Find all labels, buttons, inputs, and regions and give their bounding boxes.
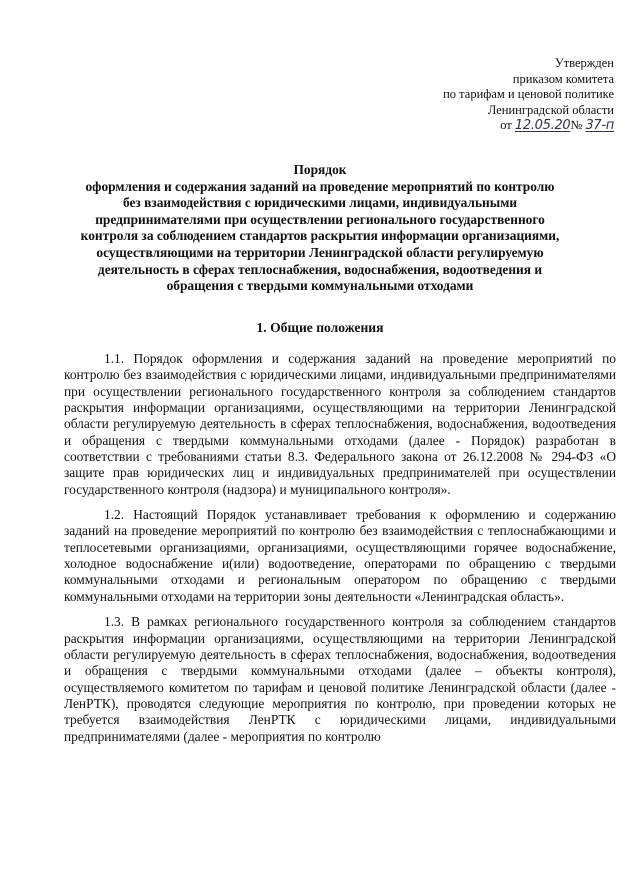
title-line: оформления и содержания заданий на проведение мероприятий по контролю bbox=[85, 178, 555, 194]
approval-line: Утвержден bbox=[554, 56, 614, 70]
title-heading: Порядок bbox=[293, 162, 347, 177]
approval-line: по тарифам и ценовой политике bbox=[443, 87, 614, 101]
title-line: контроля за соблюдением стандартов раскрытия информации организациями, bbox=[80, 228, 560, 244]
paragraph-1-2: 1.2. Настоящий Порядок устанавливает требования к оформлению и содержанию заданий на проведение мероприятий по контролю без взаимодействия с теплоснабжающими и теплосетевыми организациями, организациями, осуществляющими горячее водоснабжение, холодное водоснабжение и(или) водоотведение, операторами по обращению с твердыми коммунальными отходами и региональным оператором по обращению с твердыми коммунальными отходами на территории зоны деятельности «Ленинградская область». bbox=[64, 507, 616, 604]
approval-date-line bbox=[354, 118, 614, 134]
approval-line: приказом комитета bbox=[512, 71, 614, 86]
title-line: предпринимателями при осуществлении регионального государственного bbox=[95, 211, 545, 227]
approval-line: Ленинградской области bbox=[487, 102, 614, 117]
section-body bbox=[64, 351, 616, 754]
date-prefix: от bbox=[500, 118, 512, 132]
title-line: без взаимодействия с юридическими лицами, индивидуальными bbox=[122, 195, 518, 211]
paragraph-1-1: 1.1. Порядок оформления и содержания заданий на проведение мероприятий по контролю без взаимодействия с юридическими лицами, индивидуальными предпринимателями при осуществлении регионального государственного контроля за соблюдением стандартов раскрытия информации организациями, осуществляющими на территории Ленинградской области регулируемую деятельность в сферах теплоснабжения, водоснабжения, водоотведения и обращения с твердыми коммунальными отходами (далее - Порядок) разработан в соответствии с требованиями статьи 8.3. Федерального закона от 26.12.2008 № 294-ФЗ «О защите прав юридических лиц и индивидуальных предпринимателей при осуществлении государственного контроля (надзора) и муниципального контроля». bbox=[64, 351, 616, 497]
section-heading: 1. Общие положения bbox=[256, 320, 384, 335]
number-sign: № bbox=[570, 118, 583, 132]
approval-stamp bbox=[354, 56, 614, 134]
handwritten-number: 37-п bbox=[585, 118, 614, 133]
document-title bbox=[64, 162, 576, 295]
handwritten-date: 12.05.20 bbox=[514, 118, 571, 133]
paragraph-1-3: 1.3. В рамках регионального государственного контроля за соблюдением стандартов раскрытия информации организациями, осуществляющими на территории Ленинградской области регулируемую деятельность в сферах теплоснабжения, водоснабжения, водоотведения и обращения с твердыми коммунальными отходами (далее – объекты контроля), осуществляемого комитетом по тарифам и ценовой политике Ленинградской области (далее - ЛенРТК), проводятся следующие мероприятия по контролю, при проведении которых не требуется взаимодействия ЛенРТК с юридическими лицами, индивидуальными предпринимателями (далее - мероприятия по контролю bbox=[64, 614, 616, 744]
title-line: обращения с твердыми коммунальными отходами bbox=[166, 278, 474, 294]
title-line: деятельность в сферах теплоснабжения, водоснабжения, водоотведения и bbox=[97, 261, 543, 277]
title-line: осуществляющими на территории Ленинградской области регулируемую bbox=[96, 244, 544, 260]
